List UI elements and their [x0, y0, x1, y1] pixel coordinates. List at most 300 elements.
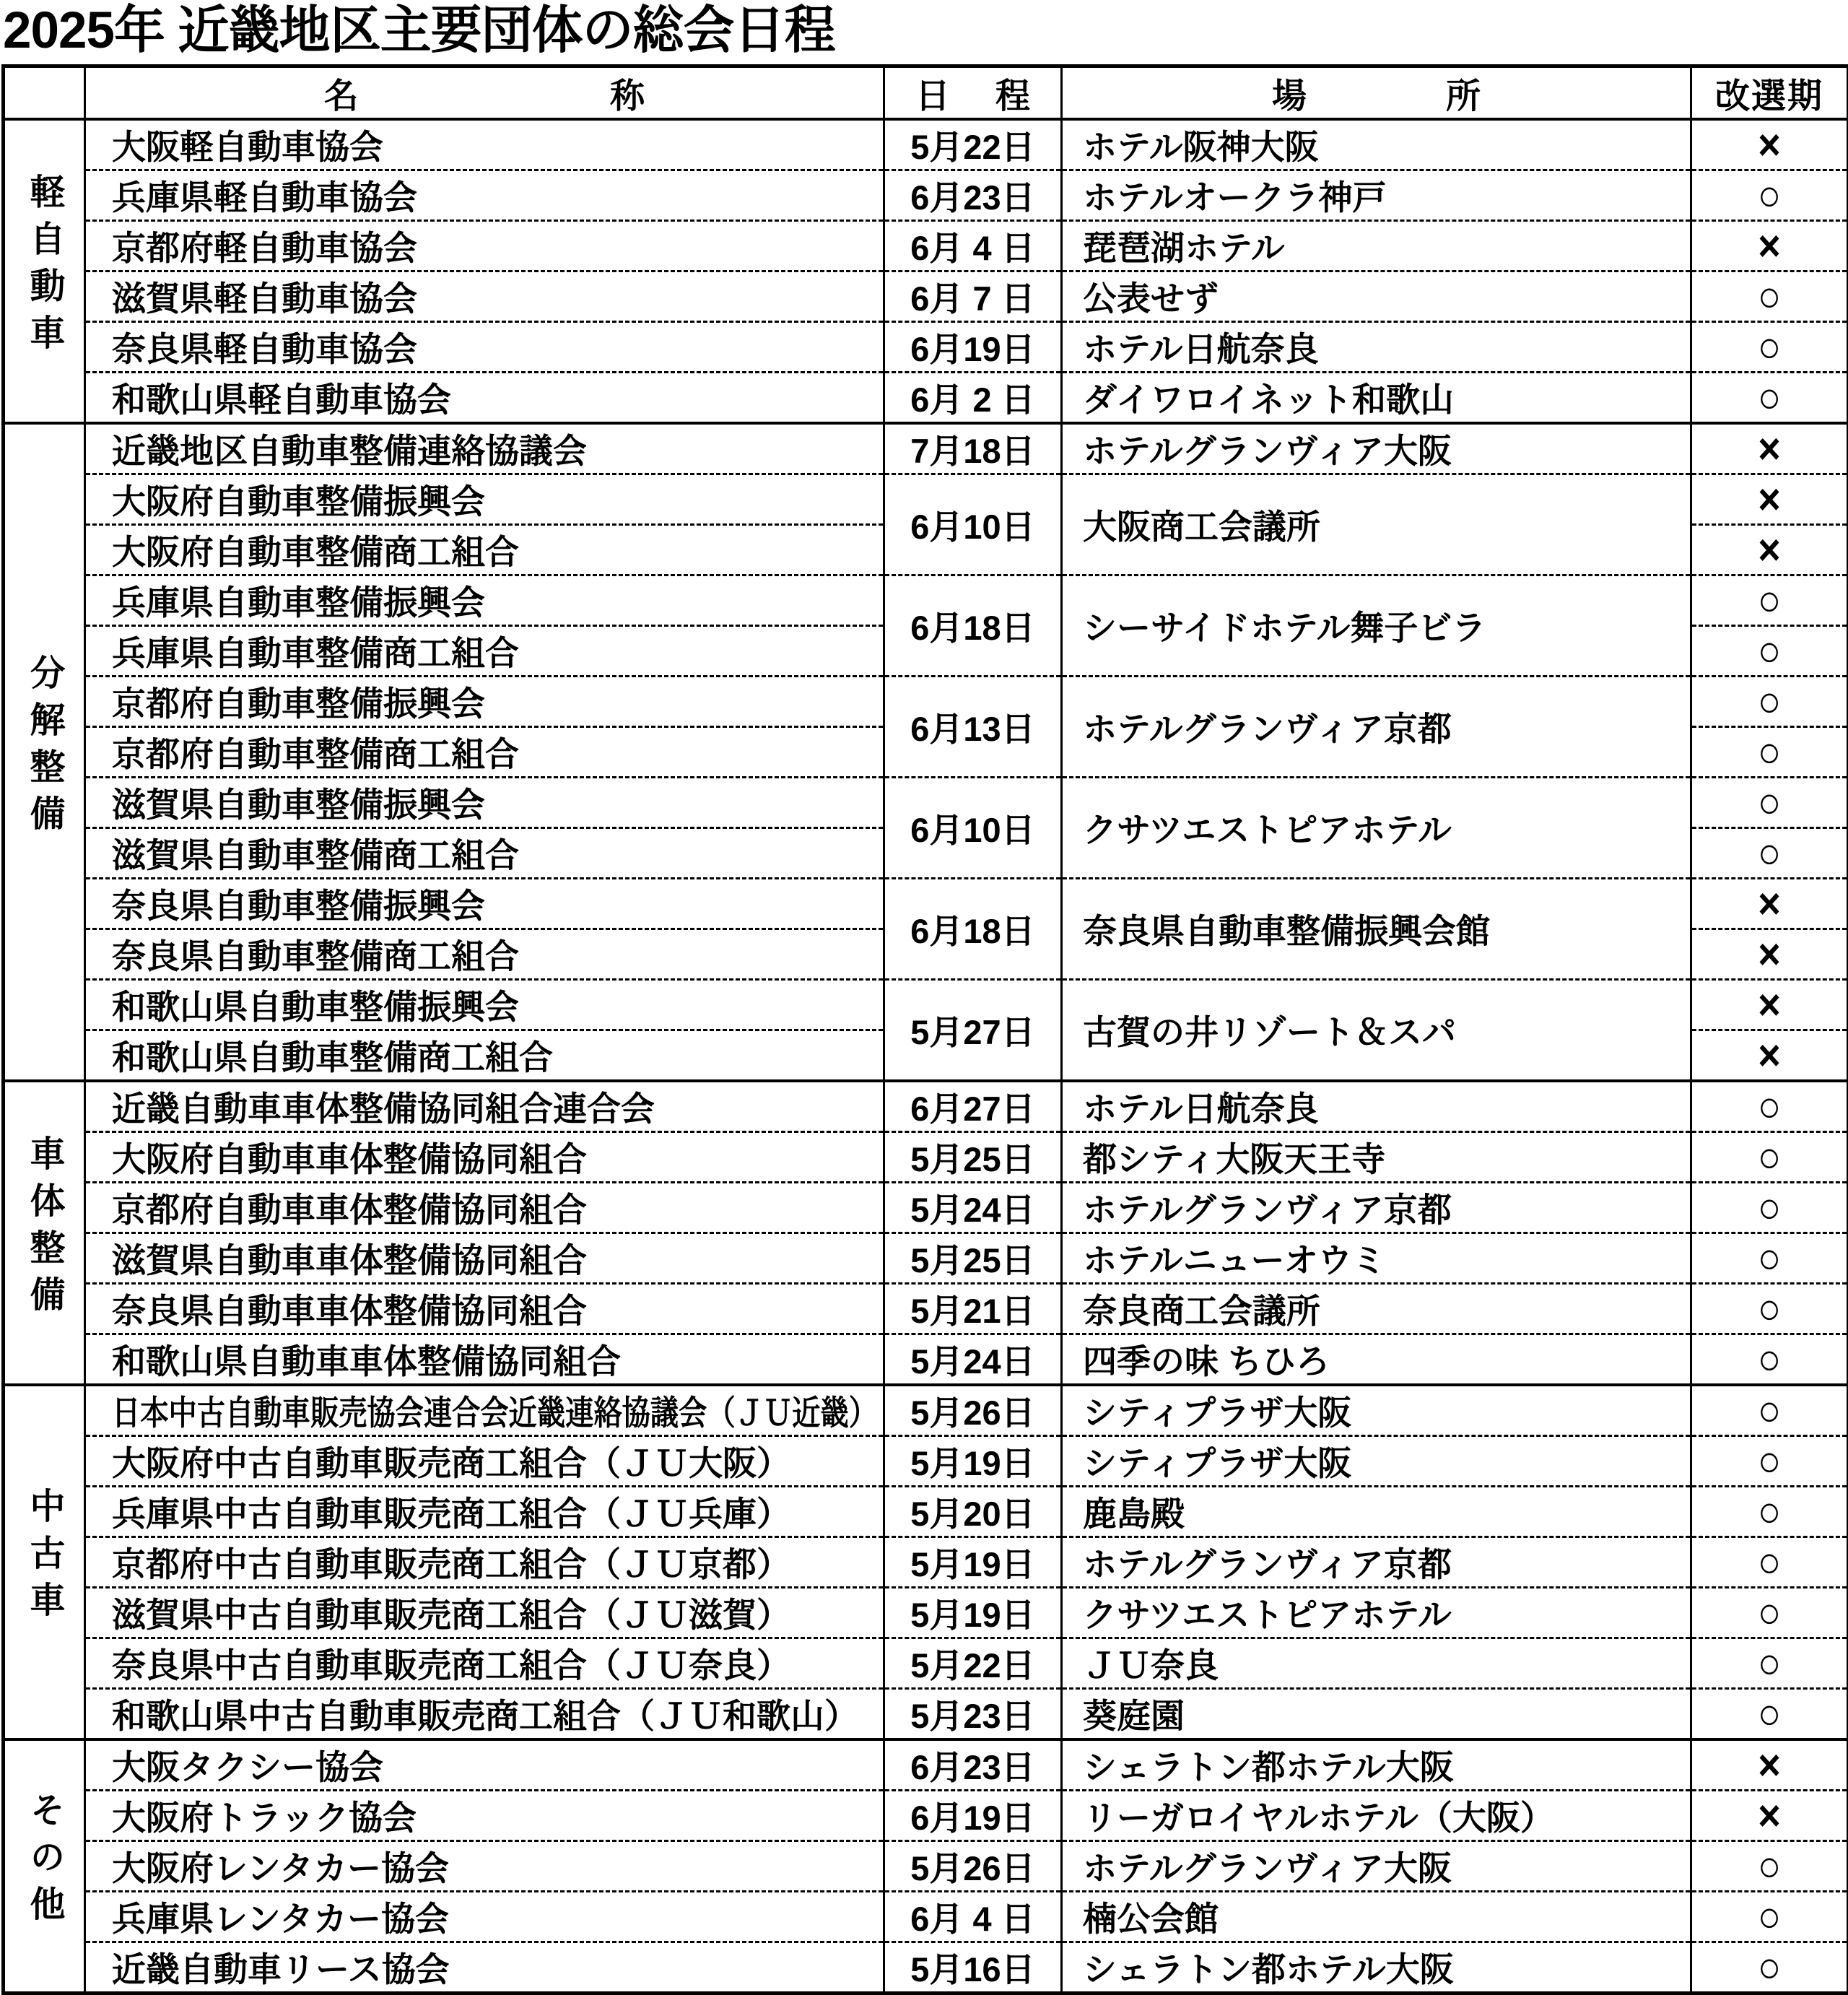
- reelection-yes-cell: [1691, 373, 1848, 424]
- organization-name-cell: [85, 221, 884, 271]
- date-cell-text: 6月19日: [910, 330, 1034, 368]
- organization-name-cell-text: 大阪府中古自動車販売商工組合（ＪＵ大阪）: [112, 1437, 790, 1485]
- organization-name-cell: [85, 1233, 884, 1284]
- date-cell: [884, 980, 1062, 1082]
- table-row: [4, 423, 1848, 474]
- date-cell: [884, 1284, 1062, 1334]
- organization-name-cell-text: 近畿自動車車体整備協同組合連合会: [112, 1082, 655, 1131]
- place-cell: [1062, 1233, 1691, 1284]
- place-cell: [1062, 1334, 1691, 1386]
- reelection-yes-cell: [1691, 1487, 1848, 1537]
- organization-name-cell: [85, 525, 884, 575]
- organization-name-cell: [85, 119, 884, 170]
- date-cell-text: 6月 4 日: [910, 1900, 1034, 1938]
- place-cell: [1062, 322, 1691, 373]
- organization-name-cell-text: 兵庫県自動車整備振興会: [112, 576, 485, 625]
- reelection-yes-cell-text: ○: [1758, 271, 1782, 321]
- date-cell-text: 5月19日: [910, 1596, 1034, 1634]
- date-cell: [884, 1183, 1062, 1233]
- reelection-yes-cell-text: ○: [1758, 1537, 1782, 1587]
- organization-name-cell-text: 大阪タクシー協会: [112, 1741, 383, 1789]
- place-cell: [1062, 1739, 1691, 1791]
- reelection-yes-cell: [1691, 1689, 1848, 1740]
- reelection-no-cell: [1691, 879, 1848, 929]
- date-cell: [884, 1487, 1062, 1537]
- date-cell: [884, 1334, 1062, 1386]
- category-cell-text: 中古車: [27, 1487, 62, 1628]
- place-cell: [1062, 1081, 1691, 1132]
- date-cell: [884, 119, 1062, 170]
- reelection-yes-cell-text: ○: [1758, 1638, 1782, 1688]
- organization-name-cell-text: 京都府自動車整備振興会: [112, 677, 485, 726]
- organization-name-cell-text: 日本中古自動車販売協会連合会近畿連絡協議会（ＪＵ近畿）: [112, 1386, 877, 1435]
- place-cell: [1062, 1436, 1691, 1487]
- organization-name-cell-text: 大阪府自動車車体整備協同組合: [112, 1133, 587, 1181]
- date-cell: [884, 677, 1062, 778]
- date-cell-text: 5月25日: [910, 1140, 1034, 1178]
- organization-name-cell: [85, 1588, 884, 1638]
- place-cell: [1062, 271, 1691, 322]
- date-cell: [884, 423, 1062, 474]
- table-row: [4, 1638, 1848, 1689]
- date-cell-text: 6月18日: [910, 912, 1034, 950]
- organization-name-cell-text: 兵庫県レンタカー協会: [112, 1892, 449, 1941]
- organization-name-cell: [85, 575, 884, 626]
- place-cell-text: リーガロイヤルホテル（大阪）: [1083, 1791, 1554, 1840]
- organization-name-cell: [85, 929, 884, 980]
- organization-name-cell-text: 近畿地区自動車整備連絡協議会: [112, 425, 587, 473]
- date-cell-text: 5月26日: [910, 1394, 1034, 1432]
- reelection-no-cell-text: ×: [1758, 474, 1781, 524]
- reelection-yes-cell-text: ○: [1758, 1841, 1782, 1891]
- reelection-yes-cell: [1691, 727, 1848, 778]
- date-cell: [884, 1081, 1062, 1132]
- organization-name-cell-text: 和歌山県中古自動車販売商工組合（ＪＵ和歌山）: [112, 1690, 858, 1738]
- organization-name-cell: [85, 1841, 884, 1892]
- place-cell: [1062, 1791, 1691, 1841]
- table-row: [4, 778, 1848, 828]
- table-row: [4, 1892, 1848, 1942]
- organization-name-cell: [85, 1892, 884, 1942]
- category-cell: [4, 1081, 85, 1385]
- reelection-no-cell: [1691, 1030, 1848, 1082]
- category-cell: [4, 423, 85, 1081]
- table-row: [4, 1132, 1848, 1183]
- table-row: [4, 373, 1848, 424]
- organization-name-cell: [85, 879, 884, 929]
- reelection-no-cell-text: ×: [1758, 980, 1781, 1030]
- date-cell-text: 6月27日: [910, 1090, 1034, 1128]
- category-cell-text: 車体整備: [27, 1135, 62, 1323]
- place-cell-text: シェラトン都ホテル大阪: [1083, 1943, 1454, 1991]
- organization-name-cell-text: 奈良県自動車整備振興会: [112, 879, 485, 928]
- organization-name-cell-text: 奈良県軽自動車協会: [112, 323, 417, 371]
- date-cell: [884, 1132, 1062, 1183]
- place-cell-text: ＪＵ奈良: [1083, 1639, 1219, 1687]
- place-cell-text: クサツエストピアホテル: [1083, 804, 1452, 852]
- organization-name-cell: [85, 170, 884, 221]
- place-cell: [1062, 677, 1691, 778]
- date-cell-text: 5月25日: [910, 1241, 1034, 1279]
- table-row: [4, 1689, 1848, 1740]
- date-cell: [884, 1537, 1062, 1588]
- reelection-yes-cell: [1691, 1638, 1848, 1689]
- header-mark: 改選期: [1691, 66, 1848, 120]
- reelection-yes-cell: [1691, 1081, 1848, 1132]
- reelection-yes-cell: [1691, 828, 1848, 879]
- reelection-no-cell-text: ×: [1758, 424, 1781, 474]
- place-cell: [1062, 879, 1691, 980]
- date-cell: [884, 1689, 1062, 1740]
- place-cell: [1062, 575, 1691, 677]
- organization-name-cell-text: 兵庫県軽自動車協会: [112, 171, 417, 220]
- table-row: [4, 1334, 1848, 1386]
- reelection-yes-cell-text: ○: [1758, 373, 1782, 422]
- date-cell: [884, 322, 1062, 373]
- organization-name-cell: [85, 1942, 884, 1994]
- date-cell-text: 5月19日: [910, 1444, 1034, 1482]
- organization-name-cell: [85, 1081, 884, 1132]
- reelection-no-cell: [1691, 1791, 1848, 1841]
- organization-name-cell: [85, 271, 884, 322]
- place-cell: [1062, 1537, 1691, 1588]
- date-cell-text: 6月 2 日: [910, 381, 1034, 419]
- place-cell: [1062, 423, 1691, 474]
- reelection-no-cell-text: ×: [1758, 1030, 1781, 1080]
- place-cell: [1062, 170, 1691, 221]
- reelection-yes-cell: [1691, 626, 1848, 677]
- date-cell-text: 5月19日: [910, 1545, 1034, 1583]
- meeting-schedule-table: [1, 64, 1848, 1995]
- place-cell-text: シティプラザ大阪: [1083, 1437, 1351, 1485]
- reelection-no-cell-text: ×: [1758, 1740, 1781, 1790]
- place-cell-text: ホテル日航奈良: [1083, 323, 1319, 371]
- reelection-no-cell: [1691, 423, 1848, 474]
- table-body: [4, 119, 1848, 1994]
- place-cell: [1062, 373, 1691, 424]
- category-cell-text: その他: [27, 1791, 62, 1932]
- organization-name-cell-text: 滋賀県中古自動車販売商工組合（ＪＵ滋賀）: [112, 1588, 790, 1637]
- reelection-yes-cell-text: ○: [1758, 1942, 1782, 1992]
- date-cell-text: 6月 4 日: [910, 229, 1034, 267]
- table-row: [4, 1588, 1848, 1638]
- organization-name-cell: [85, 1132, 884, 1183]
- date-cell-text: 6月10日: [910, 508, 1034, 546]
- header-date: 日程: [884, 66, 1062, 120]
- place-cell-text: ホテル日航奈良: [1083, 1082, 1319, 1131]
- table-row: [4, 1081, 1848, 1132]
- organization-name-cell-text: 大阪府レンタカー協会: [112, 1842, 449, 1890]
- reelection-yes-cell-text: ○: [1758, 1284, 1782, 1334]
- place-cell-text: シェラトン都ホテル大阪: [1083, 1741, 1454, 1789]
- table-row: [4, 1841, 1848, 1892]
- date-cell: [884, 1942, 1062, 1994]
- organization-name-cell: [85, 727, 884, 778]
- date-cell: [884, 1385, 1062, 1436]
- reelection-yes-cell-text: ○: [1758, 1233, 1782, 1283]
- organization-name-cell-text: 京都府自動車車体整備協同組合: [112, 1183, 587, 1232]
- reelection-yes-cell-text: ○: [1758, 1892, 1782, 1942]
- date-cell-text: 5月24日: [910, 1191, 1034, 1229]
- date-cell-text: 5月24日: [910, 1342, 1034, 1381]
- reelection-yes-cell-text: ○: [1758, 1386, 1782, 1435]
- reelection-no-cell-text: ×: [1758, 1791, 1781, 1840]
- reelection-yes-cell: [1691, 1132, 1848, 1183]
- category-cell-text: 分解整備: [27, 654, 62, 842]
- organization-name-cell: [85, 980, 884, 1030]
- place-cell-text: 大阪商工会議所: [1083, 500, 1320, 549]
- reelection-yes-cell: [1691, 1436, 1848, 1487]
- reelection-yes-cell-text: ○: [1758, 1082, 1782, 1131]
- table-row: [4, 1791, 1848, 1841]
- organization-name-cell-text: 和歌山県自動車車体整備協同組合: [112, 1335, 621, 1383]
- reelection-no-cell: [1691, 474, 1848, 525]
- organization-name-cell-text: 滋賀県自動車車体整備協同組合: [112, 1234, 587, 1282]
- date-cell-text: 6月10日: [910, 811, 1034, 849]
- organization-name-cell-text: 奈良県中古自動車販売商工組合（ＪＵ奈良）: [112, 1639, 790, 1687]
- place-cell: [1062, 119, 1691, 170]
- date-cell-text: 7月18日: [910, 432, 1034, 470]
- organization-name-cell: [85, 1689, 884, 1740]
- date-cell-text: 5月22日: [910, 128, 1034, 166]
- organization-name-cell-text: 大阪府自動車整備振興会: [112, 475, 485, 523]
- reelection-no-cell: [1691, 221, 1848, 271]
- reelection-yes-cell-text: ○: [1758, 1588, 1782, 1638]
- place-cell: [1062, 1132, 1691, 1183]
- place-cell-text: ホテルグランヴィア京都: [1083, 703, 1452, 751]
- place-cell: [1062, 1689, 1691, 1740]
- table-row: [4, 1436, 1848, 1487]
- date-cell-text: 5月20日: [910, 1495, 1034, 1533]
- organization-name-cell-text: 近畿自動車リース協会: [112, 1943, 450, 1991]
- date-cell: [884, 221, 1062, 271]
- reelection-yes-cell: [1691, 1284, 1848, 1334]
- place-cell-text: クサツエストピアホテル: [1083, 1588, 1452, 1637]
- table-row: [4, 1233, 1848, 1284]
- date-cell-text: 6月13日: [910, 710, 1034, 748]
- table-row: [4, 1284, 1848, 1334]
- date-cell: [884, 1588, 1062, 1638]
- place-cell: [1062, 1588, 1691, 1638]
- table-row: [4, 119, 1848, 170]
- place-cell: [1062, 1892, 1691, 1942]
- reelection-yes-cell: [1691, 778, 1848, 828]
- reelection-yes-cell-text: ○: [1758, 1334, 1782, 1384]
- place-cell-text: ホテルグランヴィア大阪: [1083, 1842, 1452, 1890]
- reelection-yes-cell-text: ○: [1758, 575, 1782, 625]
- reelection-yes-cell-text: ○: [1758, 1183, 1782, 1233]
- place-cell-text: ホテル阪神大阪: [1083, 121, 1319, 169]
- organization-name-cell-text: 奈良県自動車車体整備協同組合: [112, 1285, 587, 1333]
- date-cell-text: 6月 7 日: [910, 279, 1034, 318]
- organization-name-cell-text: 京都府軽自動車協会: [112, 222, 417, 270]
- place-cell-text: 四季の味 ちひろ: [1083, 1335, 1330, 1383]
- category-cell: [4, 1739, 85, 1994]
- organization-name-cell: [85, 828, 884, 879]
- date-cell: [884, 1638, 1062, 1689]
- organization-name-cell-text: 京都府自動車整備商工組合: [112, 728, 519, 776]
- place-cell: [1062, 1284, 1691, 1334]
- organization-name-cell: [85, 423, 884, 474]
- reelection-no-cell: [1691, 980, 1848, 1030]
- table-row: [4, 221, 1848, 271]
- organization-name-cell-text: 奈良県自動車整備商工組合: [112, 930, 519, 978]
- place-cell-text: 葵庭園: [1083, 1690, 1185, 1738]
- organization-name-cell: [85, 474, 884, 525]
- date-cell: [884, 271, 1062, 322]
- header-row: [4, 66, 1848, 120]
- organization-name-cell-text: 京都府中古自動車販売商工組合（ＪＵ京都）: [112, 1538, 790, 1586]
- reelection-yes-cell: [1691, 1892, 1848, 1942]
- date-cell: [884, 1791, 1062, 1841]
- date-cell-text: 5月26日: [910, 1849, 1034, 1887]
- corner-cell: [4, 66, 85, 120]
- place-cell-text: 鹿島殿: [1083, 1487, 1185, 1536]
- reelection-yes-cell: [1691, 1537, 1848, 1588]
- reelection-yes-cell: [1691, 1942, 1848, 1994]
- place-cell: [1062, 1487, 1691, 1537]
- reelection-no-cell: [1691, 1739, 1848, 1791]
- date-cell-text: 5月21日: [910, 1292, 1034, 1330]
- place-cell-text: 古賀の井リゾート＆スパ: [1083, 1006, 1456, 1054]
- place-cell: [1062, 1841, 1691, 1892]
- place-cell-text: シーサイドホテル舞子ビラ: [1083, 601, 1486, 650]
- place-cell: [1062, 1385, 1691, 1436]
- reelection-yes-cell-text: ○: [1758, 626, 1782, 676]
- organization-name-cell: [85, 1487, 884, 1537]
- reelection-yes-cell: [1691, 322, 1848, 373]
- organization-name-cell: [85, 1791, 884, 1841]
- table-row: [4, 322, 1848, 373]
- table-row: [4, 980, 1848, 1030]
- date-cell-text: 5月27日: [910, 1013, 1034, 1051]
- date-cell-text: 6月19日: [910, 1799, 1034, 1837]
- reelection-yes-cell-text: ○: [1758, 1487, 1782, 1537]
- organization-name-cell-text: 和歌山県自動車整備振興会: [112, 981, 519, 1029]
- place-cell: [1062, 221, 1691, 271]
- reelection-yes-cell: [1691, 170, 1848, 221]
- organization-name-cell: [85, 778, 884, 828]
- reelection-yes-cell: [1691, 1183, 1848, 1233]
- organization-name-cell: [85, 1385, 884, 1436]
- place-cell-text: ホテルグランヴィア京都: [1083, 1538, 1452, 1586]
- place-cell-text: 琵琶湖ホテル: [1083, 222, 1285, 270]
- place-cell: [1062, 1638, 1691, 1689]
- organization-name-cell: [85, 1739, 884, 1791]
- reelection-yes-cell: [1691, 1233, 1848, 1284]
- date-cell: [884, 1436, 1062, 1487]
- reelection-no-cell-text: ×: [1758, 525, 1781, 575]
- page-title: 2025年 近畿地区主要団体の総会日程: [0, 0, 1848, 64]
- reelection-yes-cell-text: ○: [1758, 1436, 1782, 1486]
- date-cell: [884, 1233, 1062, 1284]
- organization-name-cell-text: 滋賀県軽自動車協会: [112, 272, 417, 321]
- reelection-no-cell: [1691, 119, 1848, 170]
- category-cell-text: 軽自動車: [27, 173, 62, 361]
- organization-name-cell: [85, 1030, 884, 1082]
- date-cell: [884, 879, 1062, 980]
- organization-name-cell: [85, 1334, 884, 1386]
- organization-name-cell-text: 大阪府トラック協会: [112, 1791, 417, 1840]
- table-row: [4, 474, 1848, 525]
- date-cell-text: 5月16日: [910, 1950, 1034, 1989]
- place-cell-text: シティプラザ大阪: [1083, 1386, 1351, 1435]
- table-row: [4, 575, 1848, 626]
- reelection-yes-cell: [1691, 1588, 1848, 1638]
- date-cell-text: 5月23日: [910, 1697, 1034, 1735]
- place-cell-text: ホテルグランヴィア京都: [1083, 1183, 1452, 1232]
- organization-name-cell-text: 和歌山県自動車整備商工組合: [112, 1031, 553, 1079]
- header-place: 場所: [1062, 66, 1691, 120]
- reelection-yes-cell-text: ○: [1758, 1689, 1782, 1739]
- date-cell-text: 6月23日: [910, 1748, 1034, 1786]
- organization-name-cell: [85, 1183, 884, 1233]
- reelection-no-cell-text: ×: [1758, 120, 1781, 170]
- place-cell: [1062, 1942, 1691, 1994]
- place-cell-text: ホテルニューオウミ: [1083, 1234, 1386, 1282]
- date-cell-text: 5月22日: [910, 1646, 1034, 1685]
- place-cell-text: 奈良商工会議所: [1083, 1285, 1320, 1333]
- reelection-yes-cell-text: ○: [1758, 727, 1782, 777]
- reelection-no-cell-text: ×: [1758, 929, 1781, 979]
- organization-name-cell-text: 滋賀県自動車整備商工組合: [112, 829, 519, 877]
- organization-name-cell: [85, 1537, 884, 1588]
- organization-name-cell: [85, 1284, 884, 1334]
- organization-name-cell: [85, 1638, 884, 1689]
- date-cell: [884, 1892, 1062, 1942]
- place-cell-text: ホテルグランヴィア大阪: [1083, 425, 1452, 473]
- table-row: [4, 1487, 1848, 1537]
- category-cell: [4, 119, 85, 423]
- place-cell-text: 都シティ大阪天王寺: [1083, 1133, 1385, 1181]
- reelection-yes-cell: [1691, 575, 1848, 626]
- date-cell: [884, 373, 1062, 424]
- place-cell-text: 公表せず: [1083, 272, 1219, 321]
- table-row: [4, 879, 1848, 929]
- date-cell: [884, 575, 1062, 677]
- date-cell: [884, 1841, 1062, 1892]
- place-cell: [1062, 474, 1691, 575]
- date-cell-text: 6月18日: [910, 609, 1034, 647]
- reelection-yes-cell: [1691, 1385, 1848, 1436]
- reelection-no-cell: [1691, 525, 1848, 575]
- reelection-yes-cell-text: ○: [1758, 677, 1782, 726]
- place-cell-text: 奈良県自動車整備振興会館: [1083, 905, 1490, 953]
- place-cell-text: ダイワロイネット和歌山: [1083, 373, 1454, 422]
- category-cell: [4, 1385, 85, 1739]
- reelection-yes-cell-text: ○: [1758, 828, 1782, 878]
- reelection-yes-cell-text: ○: [1758, 778, 1782, 827]
- header-name: 名称: [85, 66, 884, 120]
- place-cell-text: 楠公会館: [1083, 1892, 1219, 1941]
- date-cell: [884, 170, 1062, 221]
- organization-name-cell: [85, 322, 884, 373]
- reelection-yes-cell-text: ○: [1758, 170, 1782, 220]
- organization-name-cell-text: 兵庫県中古自動車販売商工組合（ＪＵ兵庫）: [112, 1487, 790, 1536]
- table-row: [4, 1739, 1848, 1791]
- reelection-yes-cell: [1691, 677, 1848, 727]
- place-cell: [1062, 1183, 1691, 1233]
- organization-name-cell: [85, 677, 884, 727]
- organization-name-cell: [85, 626, 884, 677]
- organization-name-cell-text: 大阪府自動車整備商工組合: [112, 526, 519, 574]
- organization-name-cell: [85, 1436, 884, 1487]
- organization-name-cell-text: 大阪軽自動車協会: [112, 121, 383, 169]
- table-row: [4, 1942, 1848, 1994]
- table-row: [4, 1385, 1848, 1436]
- table-row: [4, 170, 1848, 221]
- reelection-no-cell: [1691, 929, 1848, 980]
